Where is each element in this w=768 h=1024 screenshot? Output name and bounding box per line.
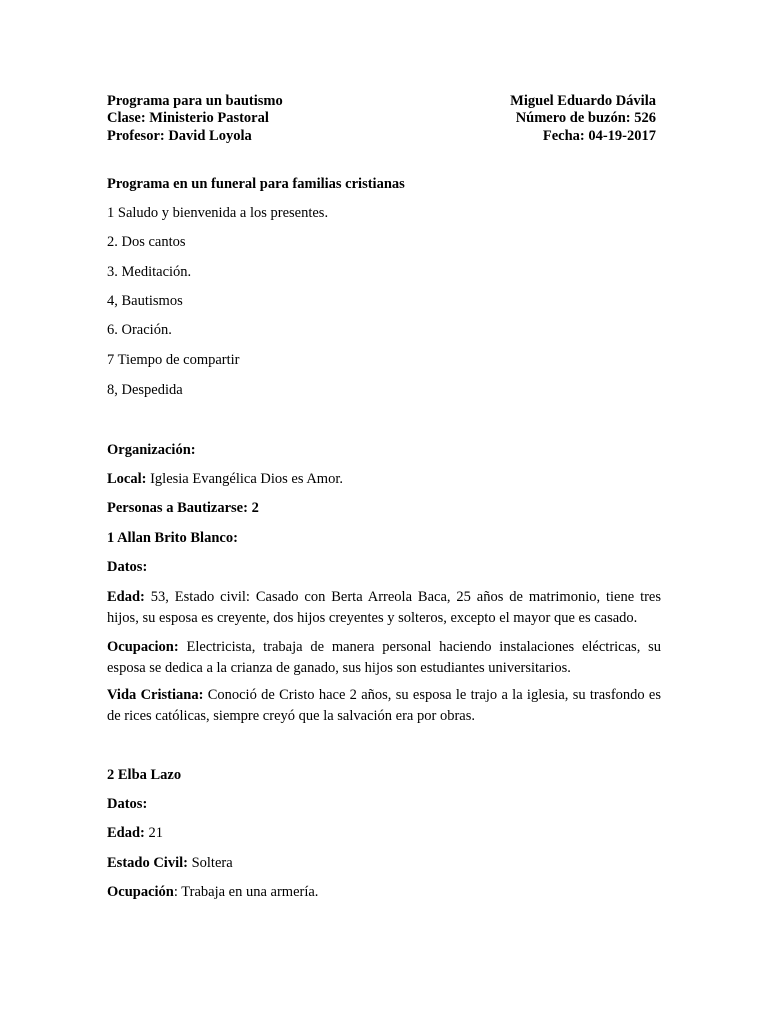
header-mailbox: Número de buzón: 526: [515, 110, 656, 126]
person1-vida-text: Conoció de Cristo hace 2 años, su esposa le trajo a la iglesia, su trasfondo es de rices católicas, siempre creyó que la salvación era por obras.: [107, 687, 662, 724]
person1-datos: Datos:: [107, 559, 148, 575]
program-item: 3. Meditación.: [107, 264, 192, 280]
person2-ocupacion: [107, 884, 318, 901]
person1-vida-cristiana: [107, 685, 661, 727]
person2-estado-civil: [107, 855, 233, 872]
person2-datos: Datos:: [107, 796, 148, 812]
header-date: Fecha: 04-19-2017: [542, 128, 656, 144]
person1-ocupacion-label: Ocupacion:: [107, 639, 179, 655]
person1-edad-label: Edad:: [107, 589, 145, 605]
person2-edad-label: Edad:: [107, 825, 145, 841]
header-professor: Profesor: David Loyola: [107, 128, 252, 144]
local-value: Iglesia Evangélica Dios es Amor.: [150, 471, 343, 487]
persons-heading: Personas a Bautizarse: 2: [107, 500, 259, 516]
person2-ocupacion-label: Ocupación: [107, 884, 174, 900]
person1-edad-text: 53, Estado civil: Casado con Berta Arreola Baca, 25 años de matrimonio, tiene tres hijos, su esposa es creyente, dos hijos creyentes y solteros, excepto el mayor que es casado.: [107, 589, 661, 626]
person1-vida-label: Vida Cristiana:: [107, 687, 204, 703]
person2-ocupacion-value: : Trabaja en una armería.: [173, 884, 319, 900]
program-item: 2. Dos cantos: [107, 234, 186, 250]
organization-heading: Organización:: [107, 442, 196, 458]
header-title: Programa para un bautismo: [107, 93, 283, 109]
header-class: Clase: Ministerio Pastoral: [107, 110, 269, 126]
person2-edad-value: 21: [148, 825, 164, 841]
person1-ocupacion-text: Electricista, trabaja de manera personal haciendo instalaciones eléctricas, su esposa se dedica a la crianza de ganado, sus hijos son estudiantes universitarios.: [107, 639, 662, 676]
program-item: 4, Bautismos: [107, 293, 183, 309]
program-item: 6. Oración.: [107, 322, 172, 338]
program-title: Programa en un funeral para familias cristianas: [107, 176, 405, 192]
program-item: 1 Saludo y bienvenida a los presentes.: [107, 205, 329, 221]
program-item: 8, Despedida: [107, 382, 183, 398]
person2-estado-label: Estado Civil:: [107, 855, 188, 871]
person1-name: 1 Allan Brito Blanco:: [107, 530, 238, 546]
person2-edad: [107, 825, 163, 842]
person1-edad: [107, 587, 661, 629]
local-line: [107, 471, 343, 488]
program-item: 7 Tiempo de compartir: [107, 352, 240, 368]
person2-estado-value: Soltera: [191, 855, 233, 871]
header-author: Miguel Eduardo Dávila: [510, 93, 656, 109]
person1-ocupacion: [107, 637, 661, 679]
local-label: Local:: [107, 471, 147, 487]
person2-name: 2 Elba Lazo: [107, 767, 182, 783]
